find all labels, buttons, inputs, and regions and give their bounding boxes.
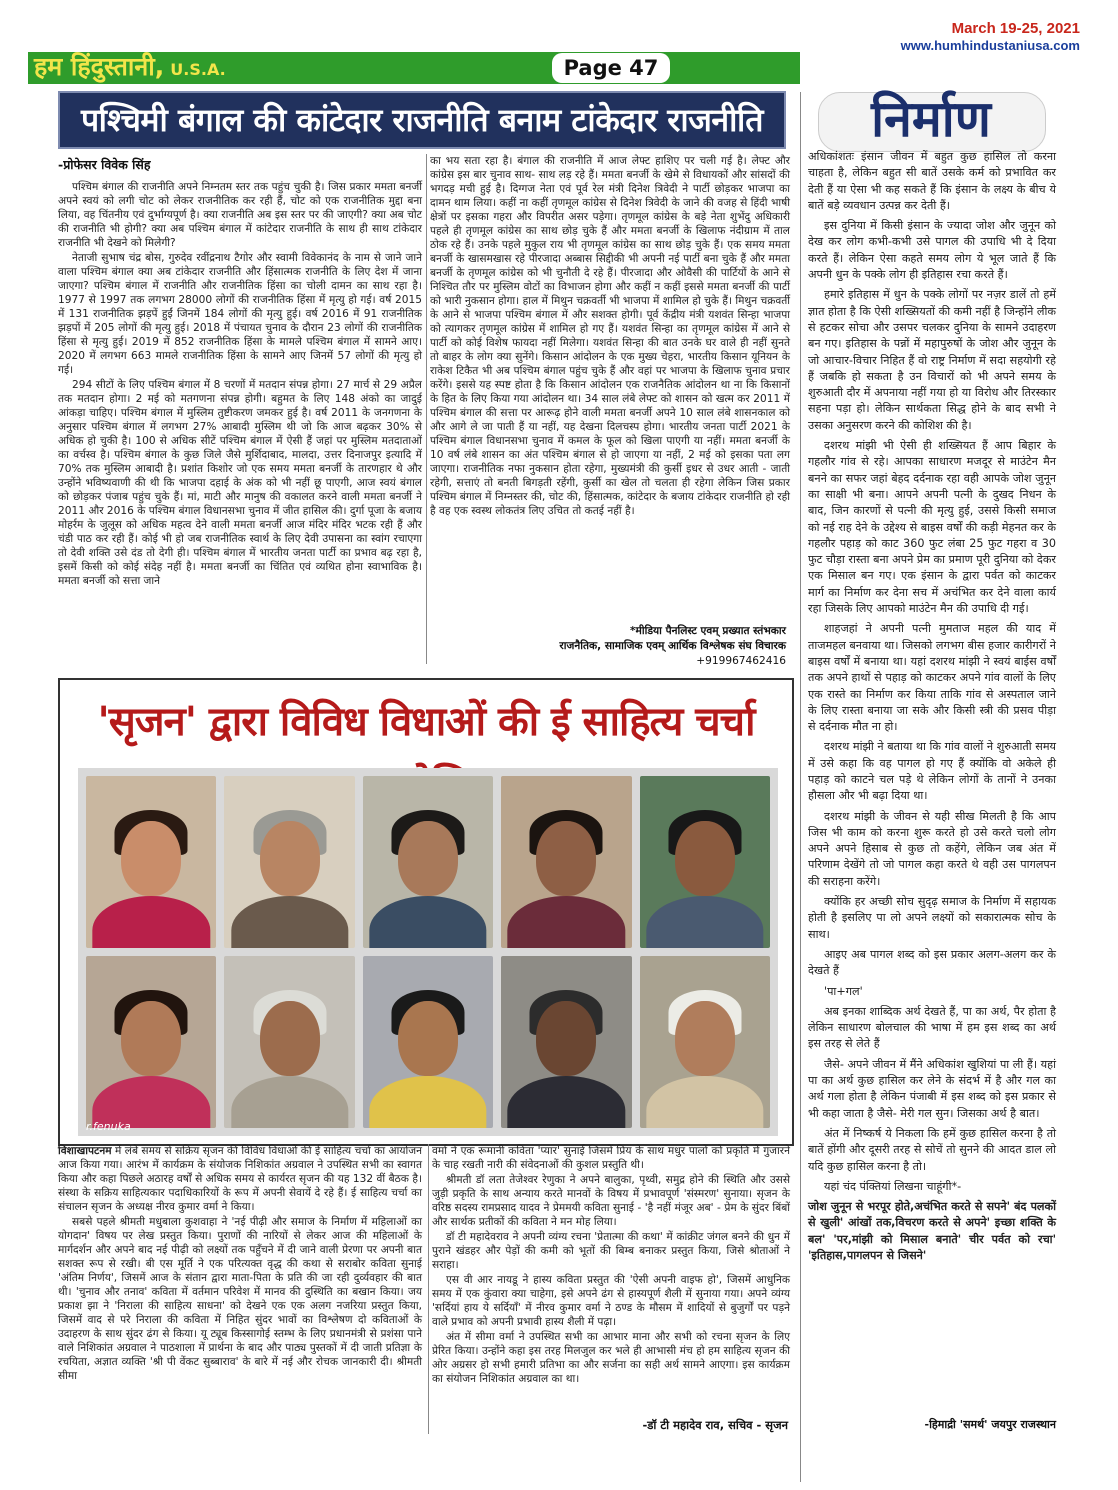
paragraph: इस दुनिया में किसी इंसान के ज्यादा जोश और जुनून को देख कर लोग कभी-कभी उसे पागल की उपाधि भी दे दिया करते हैं। लेकिन ऐसा कहते समय लोग ये भूल जाते हैं कि अपनी धुन के पक्के लोग ही इतिहास रचा करते हैं। bbox=[808, 219, 1056, 282]
paragraph: अंत में सीमा वर्मा ने उपस्थित सभी का आभार माना और सभी को रचना सृजन के लिए प्रेरित किया। उन्होंने कहा इस तरह मिलजुल कर भले ही आभासी मंच हो हम साहित्य सृजन की ओर अग्रसर हो सभी हमारी प्रतिभा का और सर्जना का सही अर्थ सामने आएगा। इस कार्यक्रम का संयोजन निशिकांत अग्रवाल का था। bbox=[432, 1331, 790, 1385]
photo-caption: r.fenuka bbox=[86, 1120, 131, 1133]
paragraph: नेताजी सुभाष चंद्र बोस, गुरुदेव रवींद्रनाथ टैगोर और स्वामी विवेकानंद के नाम से जाने जाने वाला पश्चिम बंगाल क्या अब टांकेदार राजनीति और हिंसात्मक राजनीति के लिए देश में जाना जाएगा? पश्चिम बंगाल में राजनीति और राजनीतिक हिंसा का चोली दामन का साथ रहा है। 1977 से 1997 तक लगभग 28000 लोगों की राजनीतिक हिंसा में मृत्यु हो गई। वर्ष 2015 में 131 राजनीतिक झड़पें हुईं जिनमें 184 लोगों की मृत्यु हुई। वर्ष 2016 में 91 राजनीतिक झड़पों में 205 लोगों की मृत्यु हुई। 2018 में पंचायत चुनाव के दौरान 23 लोगों की राजनीतिक हिंसा से मृत्यु हुई। 2019 में 852 राजनीतिक हिंसा के मामले पश्चिम बंगाल में सामने आए। 2020 में लगभग 663 मामले राजनीतिक हिंसा के सामने आए जिनमें 57 लोगों की मृत्यु हो गई। bbox=[58, 252, 422, 376]
paragraph: दशरथ मांझी ने बताया था कि गांव वालों ने शुरुआती समय में उसे कहा कि वह पागल हो गए हैं क्योंकि वो अकेले ही पहाड़ को काटने चल पड़े थे लेकिन लोगों के तानों ने उनका हौसला और भी बढ़ा दिया था। bbox=[808, 740, 1056, 803]
article1-column-1 bbox=[58, 180, 422, 589]
column-divider bbox=[426, 154, 427, 664]
participant-photo bbox=[363, 956, 493, 1128]
participant-photo bbox=[224, 956, 354, 1128]
paragraph-text: में लंबे समय से सक्रिय सृजन की विविध विधाओं की ई साहित्य चर्चा का आयोजन आज किया गया। आरंभ में कार्यक्रम के संयोजक निशिकांत अग्रवाल ने उपस्थित सभी का स्वागत किया और कहा पिछले अठारह वर्षों से अधिक समय से कार्यरत सृजन की यह 132 वीं बैठक है। संस्था के सक्रिय साहित्यकार पदाधिकारियों के रूप में अपनी सेवायें दे रहे हैं। ई साहित्य चर्चा का संचालन सृजन के अध्यक्ष नीरव कुमार वर्मा ने किया। bbox=[58, 1145, 422, 1213]
paragraph: अधिकांशतः इंसान जीवन में बहुत कुछ हासिल तो करना चाहता है, लेकिन बहुत सी बातें उसके कर्म को प्रभावित कर देती हैं या ऐसा भी कह सकते हैं कि इंसान के लक्ष्य के बीच ये बातें बड़े व्यवधान उत्पन्न कर देती हैं। bbox=[808, 150, 1056, 212]
participant-photo bbox=[363, 776, 493, 948]
article2-signature: -डॉ टी महादेव राव, सचिव - सृजन bbox=[642, 1418, 788, 1432]
website-link[interactable]: www.humhindustaniusa.com bbox=[900, 38, 1080, 53]
paragraph: सबसे पहले श्रीमती मधुबाला कुशवाहा ने 'नई पीढ़ी और समाज के निर्माण में महिलाओं का योगदान' विषय पर लेख प्रस्तुत किया। पुराणों की नारियों से लेकर आज की महिलाओं के मार्गदर्शन और अपने बाद नई पीढ़ी को लक्ष्यों तक पहुँचने में दी जाने वाली प्रेरणा पर अपनी बात सशक्त रूप से रखी। बी एस मूर्ति ने एक परित्यक्त वृद्ध की कथा से सराबोर कविता सुनाई 'अंतिम निर्णय', जिसमें आज के संतान द्वारा माता-पिता के प्रति की जा रही दुर्व्यवहार की बात थी। 'चुनाव और तनाव' कविता में वर्तमान परिवेश में मानव की दुस्थिति का बखान किया। जय प्रकाश झा ने 'निराला की साहित्य साधना' को देखने एक एक अलग नजरिया प्रस्तुत किया, जिसमें वाद से परे निराला की कविता में निहित सुंदर भावों का विश्लेषण दो कविताओं के उदाहरण के साथ सुंदर ढंग से किया। यू ट्यूब किस्सागोई स्तम्भ के लिए प्रधानमंत्री से प्रशंसा पाने वाले निशिकांत अग्रवाल ने पाठशाला में प्रार्थना के बाद और पाठ्य पुस्तकों में दी जाती प्रतिज्ञा के रचयिता, अज्ञात व्यक्ति 'श्री पी वेंकट सुब्बाराव' के बारे में नई और रोचक जानकारी दी। श्रीमती सीमा bbox=[58, 1216, 422, 1382]
nirman-signature: -हिमाद्री 'समर्थ' जयपुर राजस्थान bbox=[924, 1418, 1056, 1431]
paragraph: डॉ टी महादेवराव ने अपनी व्यंग्य रचना 'प्रेतात्मा की कथा' में कांक्रीट जंगल बनने की धुन में पुराने खंडहर और पेड़ों की कमी को भूतों की बिम्ब बनाकर प्रस्तुत किया, जिसे श्रोताओं ने सराहा। bbox=[432, 1231, 790, 1271]
paragraph: श्रीमती डॉ लता तेजेश्वर रेणुका ने अपने बालुका, पृथ्वी, समुद्र होने की स्थिति और उससे जुड़ी प्रकृति के साथ अन्याय करते मानवों के विषय में प्रभावपूर्ण 'संस्मरण' सुनाया। सृजन के वरिष्ठ सदस्य रामप्रसाद यादव ने प्रेममयी कविता सुनाई - 'है नहीं मंजूर अब' - प्रेम के सुंदर बिंबों और सार्थक प्रतीकों की कविता ने मन मोह लिया। bbox=[432, 1174, 790, 1228]
paragraph: अब इनका शाब्दिक अर्थ देखते हैं, पा का अर्थ, पैर होता है लेकिन साधारण बोलचाल की भाषा में हम इस शब्द का अर्थ इस तरह से लेते हैं bbox=[808, 1004, 1056, 1051]
paragraph: वर्मा ने एक रूमानी कविता 'प्यार' सुनाई जिसमें प्रिय के साथ मधुर पालों को प्रकृति में गुजारने के चाह रखती नारी की संवेदनाओं की कुशल प्रस्तुति थी। bbox=[432, 1145, 790, 1171]
srijan-headline: 'सृजन' द्वारा विविध विधाओं की ई साहित्य चर्चा bbox=[97, 699, 755, 745]
paragraph: 294 सीटों के लिए पश्चिम बंगाल में 8 चरणों में मतदान संपन्न होगा। 27 मार्च से 29 अप्रैल तक मतदान होगा। 2 मई को मतगणना संपन्न होगी। बहुमत के लिए 148 अंको का जादुई आंकड़ा चाहिए। पश्चिम बंगाल में मुस्लिम तुष्टीकरण जमकर हुई है। वर्ष 2011 के जनगणना के अनुसार पश्चिम बंगाल में लगभग 27% आबादी मुस्लिम थी जो कि आज बढ़कर 30% से अधिक हो चुकी है। 100 से अधिक सीटें पश्चिम बंगाल में ऐसी हैं जहां पर मुस्लिम मतदाताओं का वर्चस्व है। पश्चिम बंगाल के कुछ जिले जैसे मुर्शिदाबाद, मालदा, उत्तर दिनाजपुर इत्यादि में 70% तक मुस्लिम आबादी है। प्रशांत किशोर जो एक समय ममता बनर्जी के तारणहार थे और उन्होंने भविष्यवाणी की थी कि भाजपा दहाई के अंक को भी नहीं छू पाएगी, आज स्वयं बंगाल को छोड़कर पंजाब पहुंच चुके हैं। मां, माटी और मानुष की वकालत करने वाली ममता बनर्जी ने 2011 और 2016 के पश्चिम बंगाल विधानसभा चुनाव में जीत हासिल की। दुर्गा पूजा के बजाय मोहर्रम के जुलूस को अधिक महत्व देने वाली ममता बनर्जी आज मंदिर मंदिर भटक रही हैं और चंडी पाठ कर रही हैं। कोई भी हो जब राजनीतिक स्वार्थ के लिए देवी उपासना का स्वांग रचाएगा तो देवी शक्ति उसे दंड तो देगी ही। पश्चिम बंगाल में भारतीय जनता पार्टी का प्रभाव बढ़ रहा है, इसमें किसी को कोई संदेह नहीं है। ममता बनर्जी का चिंतित एवं व्यथित होना स्वाभाविक है। ममता बनर्जी को सत्ता जाने bbox=[58, 379, 422, 587]
masthead-name: हम हिंदुस्तानी, bbox=[34, 52, 165, 81]
paragraph: अंत में निष्कर्ष ये निकला कि हमें कुछ हासिल करना है तो बातें होंगी और दूसरी तरह से सोचें तो सुनने की आदत डाल लो यदि कुछ हासिल करना है तो। bbox=[808, 1126, 1056, 1173]
paragraph: 'पा+गल' bbox=[824, 984, 863, 998]
author-credit-line: राजनैतिक, सामाजिक एवम् आर्थिक विश्लेषक संघ विचारक bbox=[559, 640, 786, 652]
article2-column-2 bbox=[432, 1144, 790, 1387]
paragraph: दशरथ मांझी भी ऐसी ही शख्सियत हैं आप बिहार के गहलौर गांव से रहे। आपका साधारण मजदूर से माउंटेन मैन बनने का सफर जहां बेहद दर्दनाक रहा वही आपके जोश जुनून का साक्षी भी बना। आपने अपनी पत्नी के दुखद निधन के बाद, जिन कारणों से पत्नी की मृत्यु हुई, उससे किसी समाज को नई राह देने के उद्देश्य से बाइस वर्षों की कड़ी मेहनत कर के गहलौर पहाड़ को काट 360 फुट लंबा 25 फुट गहरा व 30 फुट चौड़ा रास्ता बना अपने प्रेम का प्रमाण पूरी दुनिया को देकर एक मिसाल बन गए। एक इंसान के द्वारा पर्वत को काटकर मार्ग का निर्माण कर देना सच में अचंभित कर देने वाला कार्य रहा जिसके लिए आपको माउंटेन मैन की उपाधि दी गई। bbox=[808, 439, 1056, 616]
article1-headline: पश्चिमी बंगाल की कांटेदार राजनीति बनाम टांकेदार राजनीति bbox=[81, 101, 763, 139]
paragraph: एस वी आर नायडू ने हास्य कविता प्रस्तुत की 'ऐसी अपनी वाइफ हो', जिसमें आधुनिक समय में एक कुंवारा क्या चाहेगा, इसे अपने ढंग से हास्यपूर्ण शैली में सुनाया गया। अपने व्यंग्य 'सर्दियां हाय ये सर्दियाँ' में नीरव कुमार वर्मा ने ठण्ड के मौसम में शादियों से बुजुर्गों पर पड़ने वाले प्रभाव को अपनी प्रभावी हास्य शैली में पढ़ा। bbox=[432, 1274, 790, 1328]
paragraph: आइए अब पागल शब्द को इस प्रकार अलग-अलग कर के देखते हैं bbox=[808, 947, 1056, 978]
masthead-title bbox=[34, 50, 226, 84]
paragraph: का भय सता रहा है। बंगाल की राजनीति में आज लेफ्ट हाशिए पर चली गई है। लेफ्ट और कांग्रेस इस बार चुनाव साथ- साथ लड़ रहे हैं। ममता बनर्जी के खेमे से विधायकों और सांसदों की भगदड़ मची हुई है। दिग्गज नेता एवं पूर्व रेल मंत्री दिनेश त्रिवेदी ने पार्टी छोड़कर भाजपा का दामन थाम लिया। कहीं ना कहीं तृणमूल कांग्रेस से दिनेश त्रिवेदी के जाने की वजह से हिंदी भाषी क्षेत्रों पर इसका गहरा और विपरीत असर पड़ेगा। तृणमूल कांग्रेस के बड़े नेता शुभेंदु अधिकारी पहले ही तृणमूल कांग्रेस का साथ छोड़ चुके हैं और ममता बनर्जी के खिलाफ नंदीग्राम में ताल ठोक रहे हैं। उनके पहले मुकुल राय भी तृणमूल कांग्रेस का साथ छोड़ चुके हैं। एक समय ममता बनर्जी के खासमखास रहे पीरजादा अब्बास सिद्दीकी भी अपनी नई पार्टी बना चुके हैं और ममता बनर्जी के तृणमूल कांग्रेस को भी चुनौती दे रहे हैं। पीरजादा और ओवैसी की पार्टियों के आने से निश्चित तौर पर मुस्लिम वोटों का विभाजन होगा और कहीं न कहीं इससे ममता बनर्जी की पार्टी को भारी नुकसान होगा। हाल में मिथुन चक्रवर्ती भी भाजपा में शामिल हो चुके हैं। मिथुन चक्रवर्ती के आने से भाजपा पश्चिम बंगाल में और सशक्त होगी। पूर्व केंद्रीय मंत्री यशवंत सिन्हा भाजपा को त्यागकर तृणमूल कांग्रेस में शामिल हो गए हैं। यशवंत सिन्हा का तृणमूल कांग्रेस में आने से पार्टी को कोई विशेष फायदा नहीं मिलेगा। यशवंत सिन्हा की बात उनके घर वाले ही नहीं सुनते तो बाहर के लोग क्या सुनेंगे। किसान आंदोलन के एक मुख्य चेहरा, भारतीय किसान यूनियन के राकेश टिकैत भी अब पश्चिम बंगाल पहुंच चुके हैं और वहां पर भाजपा के खिलाफ चुनाव प्रचार करेंगे। इससे यह स्पष्ट होता है कि किसान आंदोलन एक राजनैतिक आंदोलन था ना कि किसानों के हित के लिए किया गया आंदोलन था। 34 साल लंबे लेफ्ट को शासन को खत्म कर 2011 में पश्चिम बंगाल की सत्ता पर आरूढ़ होने वाली ममता बनर्जी अपने 10 साल लंबे शासनकाल को और आगे ले जा पाती हैं या नहीं, यह देखना दिलचस्प होगा। भारतीय जनता पार्टी 2021 के पश्चिम बंगाल विधानसभा चुनाव में कमल के फूल को खिला पाएगी या नहीं। ममता बनर्जी के 10 वर्ष लंबे शासन का अंत पश्चिम बंगाल से हो जाएगा या नहीं, 2 मई को इसका पता लग जाएगा। राजनीतिक नफा नुकसान होता रहेगा, मुख्यमंत्री की कुर्सी इधर से उधर आती - जाती रहेगी, सत्ताएं तो बनती बिगड़ती रहेंगी, कुर्सी का खेल तो चलता ही रहेगा लेकिन जिस प्रकार पश्चिम बंगाल में निम्नस्तर की, चोट की, हिंसात्मक, कांटेदार के बजाय टांकेदार राजनीति हो रही है वह एक स्वस्थ लोकतंत्र लिए उचित तो कतई नहीं है। bbox=[430, 155, 790, 517]
participant-photo bbox=[640, 956, 770, 1128]
nirman-title: निर्माण bbox=[871, 90, 991, 148]
paragraph: हमारे इतिहास में धुन के पक्के लोगों पर नज़र डालें तो हमें ज्ञात होता है कि ऐसी शख्सियतों की कमी नहीं है जिन्होंने लीक से हटकर सोचा और उसपर चलकर दुनिया के सामने उदाहरण बन गए। इतिहास के पन्नों में महापुरुषों के जोश और जुनून के जो आचार-विचार निहित हैं वो राष्ट्र निर्माण में सदा सहयोगी रहे हैं जबकि हो सकता है उन विचारों को भी अपने समय के शुरुआती दौर में अपनाया नहीं गया हो या विरोध और तिरस्कार सहना पड़ा हो। लेकिन सार्थकता सिद्ध होने के बाद सभी ने उसका अनुसरण करने की कोशिश की है। bbox=[808, 288, 1056, 432]
paragraph: पश्चिम बंगाल की राजनीति अपने निम्नतम स्तर तक पहुंच चुकी है। जिस प्रकार ममता बनर्जी अपने स्वयं को लगी चोट को लेकर राजनीतिक कर रही हैं, चोट को एक राजनीतिक मुद्दा बना लिया, वह चिंतनीय एवं दुर्भाग्यपूर्ण है। क्या राजनीति अब इस स्तर पर की जाएगी? क्या अब चोट की राजनीति भी होगी? क्या अब पश्चिम बंगाल में कांटेदार राजनीति के साथ ही साथ टांकेदार राजनीति भी देखने को मिलेगी? bbox=[58, 181, 422, 249]
participant-photo bbox=[501, 776, 631, 948]
column-divider bbox=[428, 1144, 429, 1434]
nirman-article bbox=[808, 149, 1056, 1268]
participant-photo bbox=[224, 776, 354, 948]
participant-photo bbox=[86, 956, 216, 1128]
article2-column-1 bbox=[58, 1144, 422, 1384]
dateline: विशाखापटनम bbox=[58, 1145, 112, 1157]
issue-date: March 19-25, 2021 bbox=[951, 20, 1080, 37]
paragraph: शाहजहां ने अपनी पत्नी मुमताज महल की याद में ताजमहल बनवाया था। जिसको लगभग बीस हजार कारीगरों ने बाइस वर्षों में बनाया था। यहां दशरथ मांझी ने स्वयं बाईस वर्षों तक अपने हाथों से पहाड़ को काटकर अपने गांव वालों के लिए एक रास्ते का निर्माण कर किया ताकि गांव से अस्पताल जाने के लिए रास्ता बनाया जा सके और किसी स्त्री की प्रसव पीड़ा से दर्दनाक मौत ना हो। bbox=[808, 622, 1056, 734]
poem: जोश जुनून से भरपूर होते,अचंभित करते से सपने' बंद पलकों से खुली' आंखों तक,विचरण करते से अपने' इच्छा शक्ति के बल' 'पर,मांझी को मिसाल बनाते' चीर पर्वत को रचा' 'इतिहास,पागलपन से जिसने' bbox=[808, 1200, 1056, 1262]
paragraph: क्योंकि हर अच्छी सोच सुदृढ़ समाज के निर्माण में सहायक होती है इसलिए पा लो अपने लक्ष्यों को सकारात्मक सोच के साथ। bbox=[808, 895, 1056, 941]
paragraph: दशरथ मांझी के जीवन से यही सीख मिलती है कि आप जिस भी काम को करना शुरू करते हो उसे करते चलो लोग अपने अपने हिसाब से कुछ तो कहेंगे, लेकिन जब अंत में परिणाम देखेंगे तो जो पागल कहा करते थे वही उस पागलपन की सराहना करेंगे। bbox=[808, 809, 1056, 888]
participant-photo bbox=[86, 776, 216, 948]
video-call-photo-grid bbox=[78, 768, 778, 1136]
article1-byline: -प्रोफेसर विवेक सिंह bbox=[58, 157, 151, 172]
paragraph: यहां चंद पंक्तियां लिखना चाहूंगी*- bbox=[824, 1179, 962, 1193]
paragraph bbox=[58, 1144, 422, 1214]
article1-author-credits bbox=[430, 624, 786, 669]
column-divider bbox=[800, 92, 801, 1482]
article1-column-2 bbox=[430, 154, 790, 519]
masthead-edition: U.S.A. bbox=[170, 60, 226, 79]
page-number: Page 47 bbox=[552, 53, 670, 83]
participant-photo bbox=[640, 776, 770, 948]
author-credit-line: *मीडिया पैनलिस्ट एवम् प्रख्यात स्तंभकार bbox=[629, 625, 786, 637]
paragraph: जैसे- अपने जीवन में मैंने अधिकांश खुशियां पा ली हैं। यहां पा का अर्थ कुछ हासिल कर लेने के संदर्भ में है और गल का अर्थ गला होता है लेकिन पंजाबी में इस शब्द को इस प्रकार से भी कहा जाता है जैसे- मेरी गल सुन। जिसका अर्थ है बात। bbox=[808, 1057, 1056, 1120]
participant-photo bbox=[501, 956, 631, 1128]
author-phone: +919967462416 bbox=[696, 655, 786, 667]
